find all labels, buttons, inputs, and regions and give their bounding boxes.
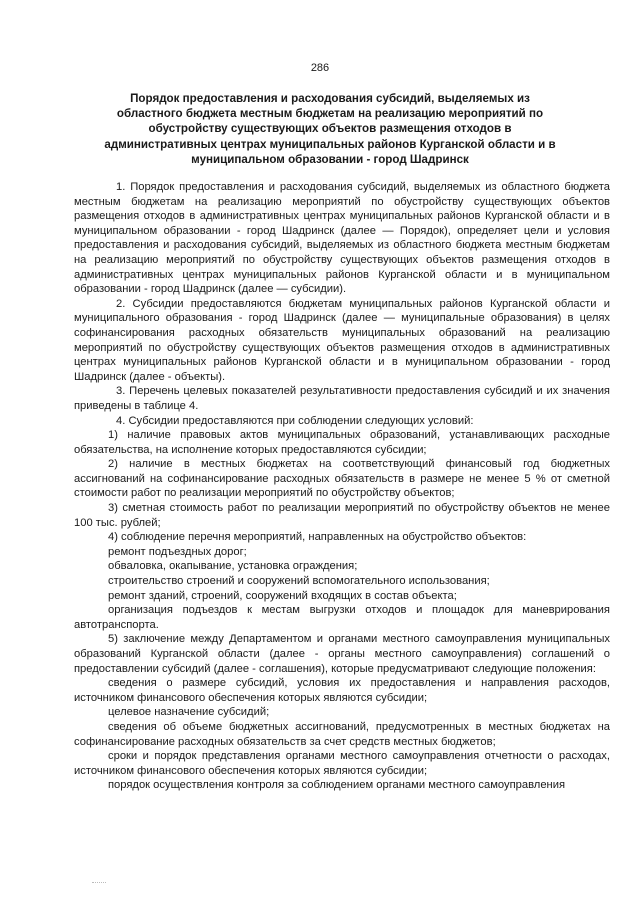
paragraph-3: 3. Перечень целевых показателей результативности предоставления субсидий и их значения приведены в таблице 4. [74,385,610,412]
paragraph-1: 1. Порядок предоставления и расходования субсидий, выделяемых из областного бюджета местным бюджетам на реализацию мероприятий по обустройству существующих объектов размещения отходов в административных центрах муниципальных районов Курганской области и в муниципальном образовании - город Шадринск (далее — Порядок), определяет цели и условия предоставления и расходования субсидий, выделяемых из областного бюджета местным бюджетам на реализацию мероприятий по обустройству существующих объектов размещения отходов в административных центрах муниципальных районов Курганской области и в муниципальном образовании - город Шадринск (далее — субсидии). [74,181,610,296]
agreement-provision: порядок осуществления контроля за соблюдением органами местного самоуправления [108,779,566,792]
agreement-provision: сведения о размере субсидий, условия их предоставления и направления расходов, источником финансового обеспечения которых являются субсидии; [74,677,610,704]
document-body [74,180,610,793]
agreement-provision: целевое назначение субсидий; [108,706,270,719]
agreement-provision: сведения об объеме бюджетных ассигнований, предусмотренных в местных бюджетах на софинансирование расходных обязательств за счет средств местных бюджетов; [74,720,610,748]
paragraph-4: 4. Субсидии предоставляются при соблюдении следующих условий: [116,414,474,427]
scan-mark [92,882,106,884]
measure-item: ремонт зданий, строений, сооружений входящих в состав объекта; [108,589,457,602]
measure-item: организация подъездов к местам выгрузки отходов и площадок для маневрирования автотранспорта. [74,604,610,631]
condition-1: 1) наличие правовых актов муниципальных образований, устанавливающих расходные обязательства, на исполнение которых предоставляются субсидии; [74,429,610,456]
document-title [80,91,580,167]
title-line: Порядок предоставления и расходования субсидий, выделяемых из [130,92,530,105]
condition-4: 4) соблюдение перечня мероприятий, направленных на обустройство объектов: [108,531,527,544]
paragraph-2: 2. Субсидии предоставляются бюджетам муниципальных районов Курганской области и муниципального образования - город Шадринск (далее — муниципальные образования) в целях софинансирования расходных обязательств муниципальных образований на реализацию мероприятий по обустройству существующих объектов размещения отходов в административных центрах муниципальных районов Курганской области и в муниципальном образовании - город Шадринск (далее - объекты). [74,297,610,383]
measure-item: ремонт подъездных дорог; [108,545,247,558]
condition-2: 2) наличие в местных бюджетах на соответствующий финансовый год бюджетных ассигнований на софинансирование расходных обязательств в размере не менее 5 % от сметной стоимости работ по реализации мероприятий по обустройству объектов; [74,458,610,500]
page-number: 286 [310,62,330,74]
condition-5: 5) заключение между Департаментом и органами местного самоуправления муниципальных образований Курганской области (далее - органы местного самоуправления) соглашений о предоставлении субсидий (далее - соглашения), которые предусматривают следующие положения: [74,633,610,675]
measure-item: строительство строений и сооружений вспомогательного использования; [108,575,490,588]
condition-3: 3) сметная стоимость работ по реализации мероприятий по обустройству объектов не менее 100 тыс. рублей; [74,502,610,529]
agreement-provision: сроки и порядок представления органами местного самоуправления отчетности о расходах, источником финансового обеспечения которых являются субсидии; [74,750,610,777]
title-line: административных центрах муниципальных районов Курганской области и в [104,137,556,151]
measure-item: обваловка, окапывание, установка ограждения; [108,560,358,573]
title-line: обустройству существующих объектов размещения отходов в [148,122,512,136]
title-line: муниципальном образовании - город Шадринск [191,152,469,166]
title-line: областного бюджета местным бюджетам на реализацию мероприятий по [116,107,544,121]
